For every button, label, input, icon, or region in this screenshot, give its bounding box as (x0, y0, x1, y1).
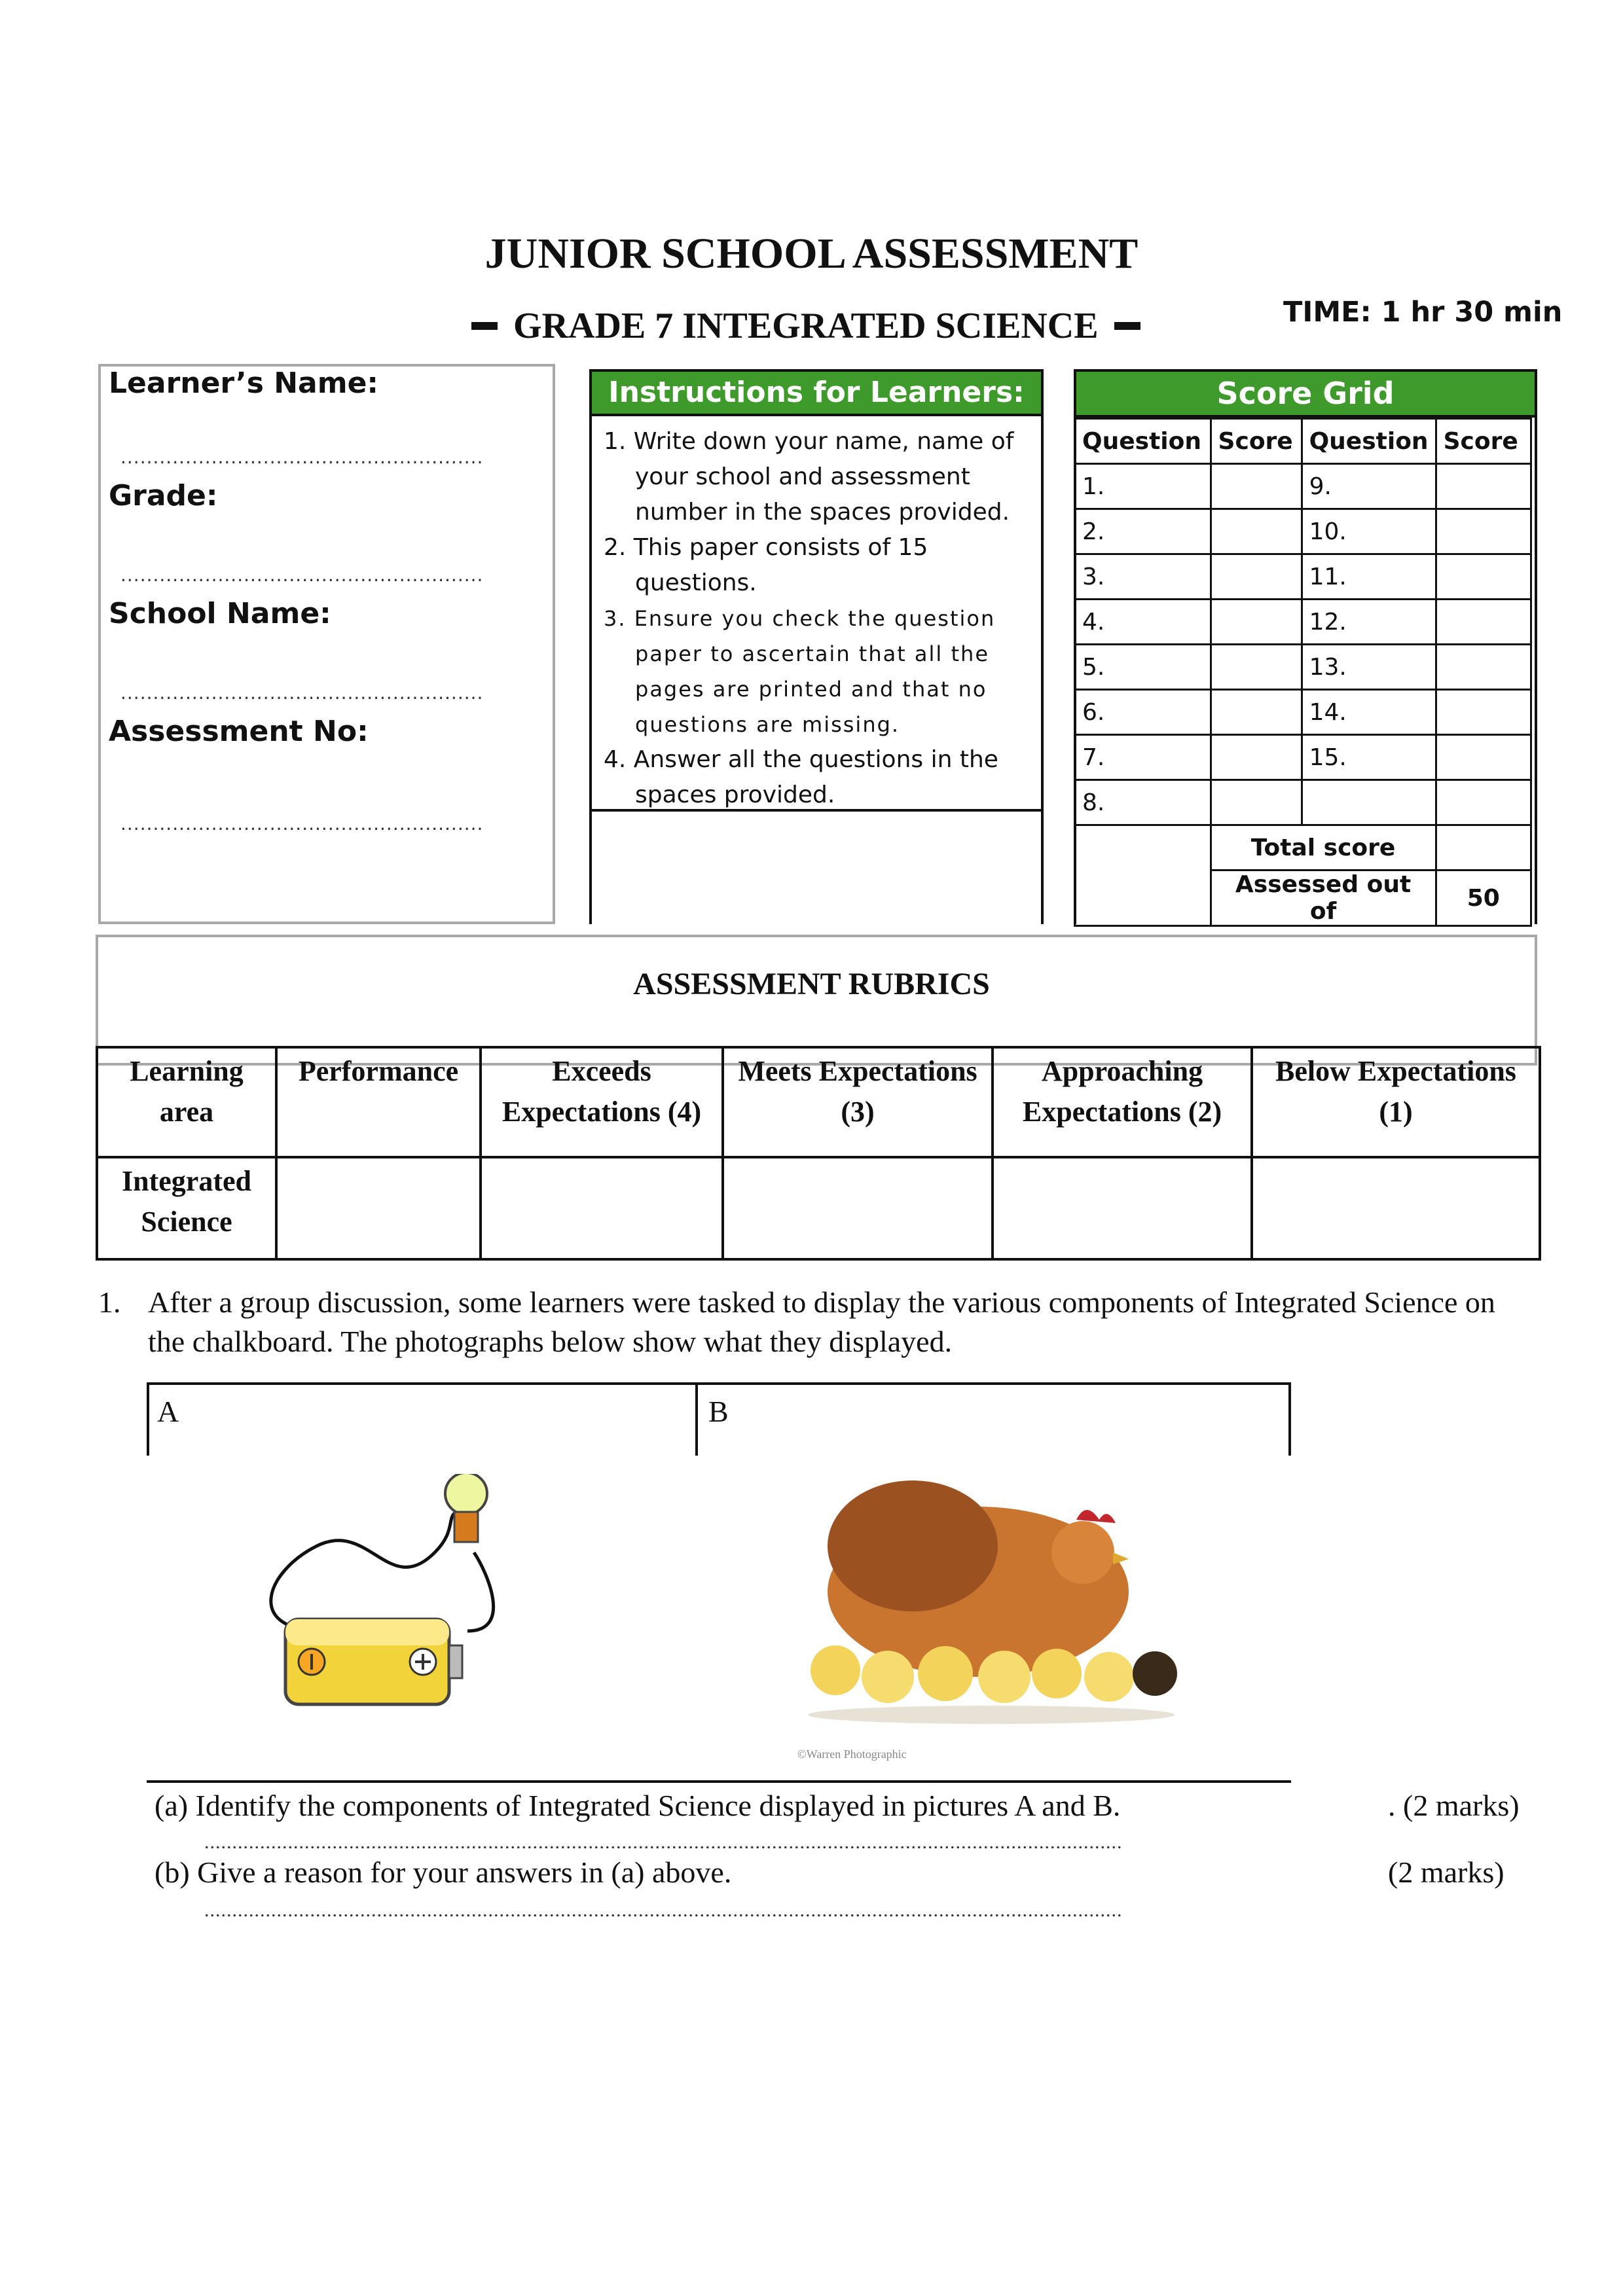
question-number: 15. (1302, 735, 1436, 780)
chick (978, 1651, 1030, 1703)
rubric-cell[interactable] (993, 1157, 1252, 1259)
question-text: After a group discussion, some learners were tasked to display the various components of Integrated Science on the chalkboard. The photographs below show what they displayed. (148, 1285, 1495, 1358)
score-cell[interactable] (1436, 509, 1531, 554)
score-cell[interactable] (1211, 690, 1302, 735)
question-1 (98, 1283, 1506, 1361)
rubric-header: Performance (276, 1047, 481, 1157)
rubric-header: Below Expectations (1) (1252, 1047, 1540, 1157)
picture-divider (695, 1382, 698, 1456)
question-number: 1. (98, 1285, 121, 1319)
learner-name-label: Learner’s Name: (109, 367, 379, 400)
part-b-marks: (2 marks) (1388, 1856, 1504, 1889)
question-number (1302, 780, 1436, 825)
chick (862, 1651, 914, 1703)
question-number: 8. (1075, 780, 1211, 825)
assessed-out-of-label: Assessed out of (1211, 870, 1436, 926)
grade-field[interactable]: ........................................................ (120, 564, 484, 586)
score-grid (1074, 369, 1537, 924)
question-number: 4. (1075, 600, 1211, 645)
rubric-header: Learning area (97, 1047, 276, 1157)
total-score-label: Total score (1211, 825, 1436, 870)
score-cell[interactable] (1436, 600, 1531, 645)
instructions-list (592, 416, 1041, 813)
dash-left-icon (471, 322, 498, 330)
question-number: 1. (1075, 464, 1211, 509)
chick (1084, 1652, 1134, 1702)
rubric-header: Exceeds Expectations (4) (481, 1047, 723, 1157)
table-row (1075, 464, 1531, 509)
chick (811, 1645, 860, 1695)
table-row (1075, 735, 1531, 780)
score-grid-heading: Score Grid (1076, 372, 1535, 418)
rubric-cell[interactable] (1252, 1157, 1540, 1259)
battery-highlight (285, 1619, 449, 1645)
score-cell[interactable] (1211, 735, 1302, 780)
assessment-no-field[interactable]: ........................................................ (120, 813, 484, 834)
question-number: 5. (1075, 645, 1211, 690)
picture-table (147, 1382, 1291, 1782)
circuit-wire (467, 1552, 494, 1631)
table-row (1075, 509, 1531, 554)
col-score: Score (1436, 419, 1531, 464)
instructions-divider (592, 809, 1041, 812)
ground-shadow (808, 1706, 1175, 1724)
question-number: 7. (1075, 735, 1211, 780)
subtitle-text: GRADE 7 INTEGRATED SCIENCE (513, 306, 1099, 346)
score-cell[interactable] (1211, 509, 1302, 554)
circuit-picture (238, 1474, 553, 1736)
hen-and-chicks-picture (795, 1454, 1188, 1775)
instructions-panel (589, 369, 1044, 924)
part-a-marks: . (2 marks) (1388, 1789, 1520, 1822)
circuit-wire (271, 1513, 454, 1631)
instruction-item: 1. Write down your name, name of your school and assessment number in the spaces provided. (604, 428, 1014, 526)
rubric-header: Approaching Expectations (2) (993, 1047, 1252, 1157)
instruction-item: 2. This paper consists of 15 questions. (604, 534, 928, 596)
picture-label-a: A (157, 1395, 179, 1428)
score-cell[interactable] (1211, 780, 1302, 825)
page-title: JUNIOR SCHOOL ASSESSMENT (484, 230, 1139, 278)
col-score: Score (1211, 419, 1302, 464)
table-row (1075, 690, 1531, 735)
question-number: 12. (1302, 600, 1436, 645)
question-number: 13. (1302, 645, 1436, 690)
chick (1133, 1651, 1177, 1696)
total-score-cell[interactable] (1436, 825, 1531, 870)
light-bulb-icon (445, 1474, 487, 1515)
score-cell[interactable] (1436, 735, 1531, 780)
col-question: Question (1302, 419, 1436, 464)
rubric-header: Meets Expectations (3) (723, 1047, 993, 1157)
school-name-label: School Name: (109, 597, 331, 630)
blank-cell (1075, 825, 1211, 926)
hen-head (1051, 1521, 1114, 1584)
part-a-answer-line[interactable]: ..................................................................................................................................................................... (204, 1831, 1123, 1853)
learner-name-field[interactable]: ........................................................ (120, 446, 484, 468)
instruction-item: 4. Answer all the questions in the spaces provided. (604, 746, 998, 808)
score-table (1074, 418, 1532, 927)
score-cell[interactable] (1211, 554, 1302, 600)
question-number: 11. (1302, 554, 1436, 600)
part-b-answer-line[interactable]: ..................................................................................................................................................................... (204, 1899, 1123, 1921)
picture-table-top-border (147, 1382, 1291, 1385)
score-cell[interactable] (1436, 690, 1531, 735)
score-cell (1436, 780, 1531, 825)
score-cell[interactable] (1211, 600, 1302, 645)
time-allowed: TIME: 1 hr 30 min (1283, 296, 1563, 329)
dash-right-icon (1114, 322, 1140, 330)
question-number: 6. (1075, 690, 1211, 735)
chick (1032, 1649, 1082, 1698)
part-a-text: (a) Identify the components of Integrated Science displayed in pictures A and B. (155, 1789, 1121, 1822)
assessed-out-of-value: 50 (1436, 870, 1531, 926)
col-question: Question (1075, 419, 1211, 464)
table-row (1075, 645, 1531, 690)
question-number: 9. (1302, 464, 1436, 509)
watermark: ©Warren Photographic (797, 1748, 907, 1761)
table-row (1075, 600, 1531, 645)
subtitle (471, 305, 1140, 347)
rubric-cell[interactable] (723, 1157, 993, 1259)
learner-details-box (98, 364, 555, 924)
picture-divider (1288, 1382, 1291, 1456)
score-cell[interactable] (1436, 464, 1531, 509)
rubrics-title: ASSESSMENT RUBRICS (633, 967, 990, 1001)
school-name-field[interactable]: ........................................................ (120, 682, 484, 704)
question-number: 2. (1075, 509, 1211, 554)
rubric-cell[interactable] (276, 1157, 481, 1259)
picture-divider (147, 1382, 149, 1456)
score-cell[interactable] (1436, 645, 1531, 690)
bulb-base (454, 1512, 478, 1542)
total-row (1075, 825, 1531, 870)
question-number: 3. (1075, 554, 1211, 600)
assessment-no-label: Assessment No: (109, 715, 369, 748)
grade-label: Grade: (109, 479, 218, 512)
part-b-text: (b) Give a reason for your answers in (a) above. (155, 1856, 732, 1889)
rubric-cell[interactable] (481, 1157, 723, 1259)
table-row (1075, 554, 1531, 600)
hen-tail (828, 1480, 998, 1611)
rubrics-table (96, 1046, 1541, 1261)
table-row (1075, 780, 1531, 825)
picture-table-bottom-border (147, 1780, 1291, 1783)
score-cell[interactable] (1436, 554, 1531, 600)
question-number: 14. (1302, 690, 1436, 735)
score-cell[interactable] (1211, 645, 1302, 690)
rubric-row-label: Integrated Science (97, 1157, 276, 1259)
battery-terminal (449, 1645, 462, 1678)
instructions-heading: Instructions for Learners: (592, 372, 1041, 416)
picture-label-b: B (708, 1395, 729, 1428)
score-cell[interactable] (1211, 464, 1302, 509)
instruction-item: 3. Ensure you check the question paper to ascertain that all the pages are printed and that no questions are missing. (604, 606, 996, 737)
question-number: 10. (1302, 509, 1436, 554)
chick (918, 1646, 973, 1701)
